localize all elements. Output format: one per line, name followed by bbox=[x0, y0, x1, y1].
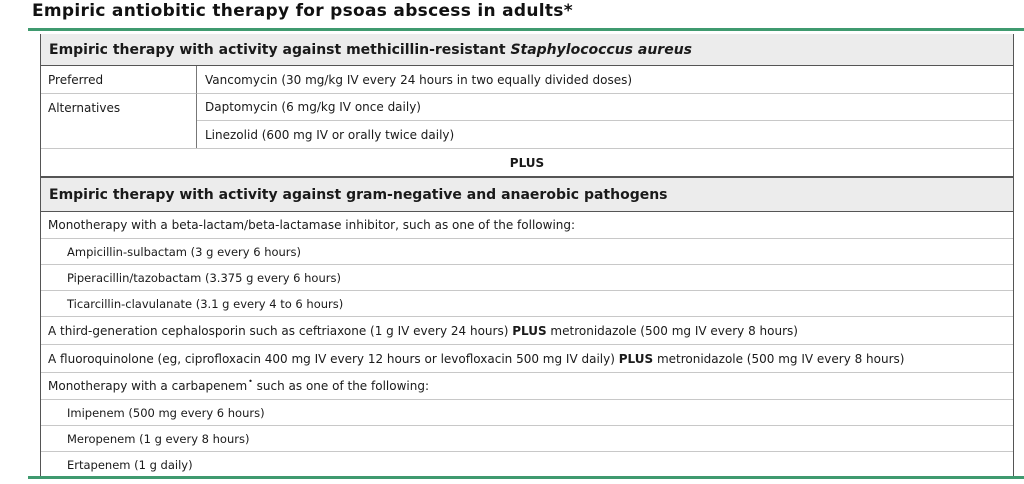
mono-bl-row: Monotherapy with a beta-lactam/beta-lactamase inhibitor, such as one of the following: bbox=[41, 212, 1013, 239]
alternatives-label: Alternatives bbox=[41, 94, 197, 121]
gram-section-heading: Empiric therapy with activity against gram-negative and anaerobic pathogens bbox=[41, 178, 1013, 212]
alternative-item: Linezolid (600 mg IV or orally twice daily) bbox=[205, 127, 455, 142]
page-title: Empiric antiobitic therapy for psoas abscess in adults* bbox=[32, 1, 573, 21]
bl-item: Piperacillin/tazobactam (3.375 g every 6 hours) bbox=[41, 265, 1013, 291]
preferred-value: Vancomycin (30 mg/kg IV every 24 hours in two equally divided doses) bbox=[197, 66, 1013, 94]
mrsa-heading-organism: Staphylococcus aureus bbox=[510, 41, 692, 58]
preferred-label: Preferred bbox=[41, 66, 197, 94]
bl-item: Ticarcillin-clavulanate (3.1 g every 4 to 6 hours) bbox=[41, 291, 1013, 317]
carb-item: Ertapenem (1 g daily) bbox=[67, 457, 193, 472]
fq-plus: PLUS bbox=[618, 351, 654, 366]
ceph-plus: PLUS bbox=[512, 323, 547, 338]
mrsa-heading-text: Empiric therapy with activity against methicillin-resistant bbox=[49, 41, 511, 58]
fq-text-b: metronidazole (500 mg IV every 8 hours) bbox=[653, 351, 905, 366]
footer-rule bbox=[28, 476, 1024, 479]
cephalosporin-row bbox=[41, 317, 1013, 345]
ceph-text-a: A third-generation cephalosporin such as ceftriaxone (1 g IV every 24 hours) bbox=[48, 323, 513, 338]
mrsa-section-heading bbox=[41, 34, 1013, 66]
alternative-item: Daptomycin (6 mg/kg IV once daily) bbox=[197, 94, 1013, 121]
bl-item: Ampicillin-sulbactam (3 g every 6 hours) bbox=[41, 239, 1013, 265]
plus-connector: PLUS bbox=[41, 148, 1013, 178]
preferred-row bbox=[41, 66, 1013, 94]
therapy-table bbox=[40, 34, 1014, 477]
alternatives-row bbox=[41, 94, 1013, 121]
alternatives-row-2 bbox=[41, 121, 1013, 148]
carbapenem-row: Monotherapy with a carbapenem • such as one of the following: bbox=[41, 373, 1013, 400]
fq-text-a: A fluoroquinolone (eg, ciprofloxacin 400 mg IV every 12 hours or levofloxacin 500 mg IV daily) bbox=[48, 351, 619, 366]
carb-text-b: such as one of the following: bbox=[252, 379, 429, 393]
carb-item: Meropenem (1 g every 8 hours) bbox=[41, 426, 1013, 452]
alternatives-label-spacer bbox=[41, 121, 197, 148]
ceph-text-b: metronidazole (500 mg IV every 8 hours) bbox=[546, 323, 798, 338]
carb-item: Imipenem (500 mg every 6 hours) bbox=[41, 400, 1013, 426]
carb-text-a: Monotherapy with a carbapenem bbox=[48, 379, 248, 393]
header-rule bbox=[28, 28, 1024, 31]
fluoroquinolone-row bbox=[41, 345, 1013, 373]
